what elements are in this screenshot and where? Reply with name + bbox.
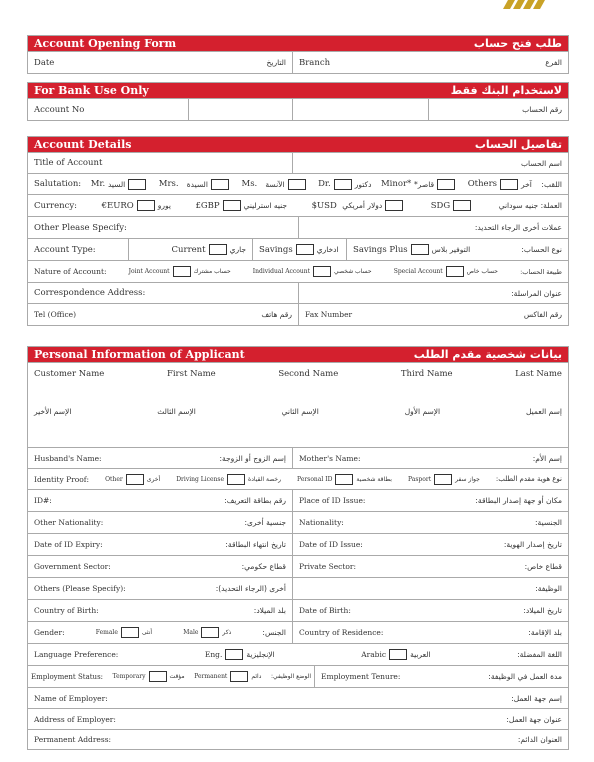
customer-name-label-ar: إسم العميل <box>525 407 562 416</box>
title-of-account-label-ar: اسم الحساب <box>521 158 562 168</box>
id-issue-date-field[interactable] <box>292 534 568 555</box>
account-no-label-ar: رقم الحساب <box>522 105 562 114</box>
others-label: Others <box>467 179 498 189</box>
date-label: Date <box>34 57 55 68</box>
nature-label: Nature of Account: <box>34 267 107 276</box>
tel-label-ar: رقم هاتف <box>261 310 292 319</box>
mrs-label: Mrs. <box>158 179 179 189</box>
gbp-label-ar: جنيه استرليني <box>243 201 288 210</box>
employment-tenure-field[interactable] <box>314 666 568 687</box>
driving-license-label-ar: رخصة القيادة <box>248 475 281 483</box>
job-label-ar: الوظيفة: <box>535 584 562 593</box>
others-specify-label-ar: أخرى (الرجاء التحديد): <box>215 584 286 593</box>
other-nationality-label: Other Nationality: <box>34 518 104 527</box>
section-title: Account Opening Form <box>34 37 177 50</box>
mr-label: Mr. <box>90 179 106 189</box>
salutation-row <box>28 174 568 194</box>
bank-use-section <box>27 82 569 121</box>
mr-checkbox[interactable] <box>128 179 146 190</box>
language-label: Language Preference: <box>34 650 119 659</box>
individual-checkbox[interactable] <box>313 266 331 277</box>
name-headings-ar <box>28 407 568 416</box>
tel-label: Tel (Office) <box>34 310 77 319</box>
nationality-label: Nationality: <box>299 518 344 527</box>
other-currency-field[interactable] <box>28 217 298 238</box>
husband-name-field[interactable] <box>28 448 292 468</box>
title-of-account-ar-cell <box>292 153 568 173</box>
identity-label-ar: نوع هوية مقدم الطلب: <box>495 475 562 483</box>
individual-label: Individual Account <box>252 268 311 275</box>
employer-address-label: Address of Employer: <box>34 714 116 724</box>
minor-label-ar: قاصر* <box>414 179 435 189</box>
id-other-label-ar: أخرى <box>146 475 161 483</box>
nature-row <box>28 261 568 282</box>
euro-label-ar: يورو <box>157 201 171 210</box>
permanent-address-field[interactable] <box>28 730 568 749</box>
mr-label-ar: السيد <box>107 179 126 189</box>
date-field[interactable] <box>28 52 292 73</box>
current-label: Current <box>171 244 206 255</box>
savings-plus-checkbox[interactable] <box>411 244 429 255</box>
currency-label: Currency: <box>34 200 78 211</box>
salutation-label: Salutation: <box>34 179 82 189</box>
account-type-label: Account Type: <box>34 244 96 255</box>
employment-status-label-ar: الوضع الوظيفي: <box>270 673 311 680</box>
residence-label-ar: بلد الإقامة: <box>528 628 562 637</box>
other-currency-ar-cell <box>298 217 568 238</box>
driving-license-checkbox[interactable] <box>227 474 245 485</box>
husband-label-ar: إسم الزوج أو الزوجة: <box>219 453 286 463</box>
current-label-ar: جاري <box>229 245 246 254</box>
permanent-address-label-ar: العنوان الدائم: <box>517 735 562 744</box>
residence-label: Country of Residence: <box>299 628 384 637</box>
account-no-label: Account No <box>34 104 85 115</box>
correspondence-label-ar: عنوان المراسلة: <box>511 288 562 298</box>
personal-id-label: Personal ID <box>297 475 333 483</box>
title-of-account-label: Title of Account <box>34 158 103 168</box>
special-label: Special Account <box>393 268 443 275</box>
name-headings-en <box>28 369 568 379</box>
private-sector-field[interactable] <box>292 556 568 577</box>
employer-address-label-ar: عنوان جهة العمل: <box>506 714 562 724</box>
current-checkbox[interactable] <box>209 244 227 255</box>
nationality-field[interactable] <box>292 512 568 533</box>
first-name-label: First Name <box>166 369 216 379</box>
driving-license-label: Driving License <box>176 475 225 483</box>
job-field[interactable] <box>292 578 568 599</box>
special-checkbox[interactable] <box>446 266 464 277</box>
account-details-header <box>28 137 568 152</box>
place-of-issue-label: Place of ID Issue: <box>299 496 366 505</box>
correspondence-field[interactable] <box>28 283 298 303</box>
personal-id-checkbox[interactable] <box>335 474 353 485</box>
date-label-ar: التاريخ <box>266 58 286 67</box>
mrs-checkbox[interactable] <box>211 179 229 190</box>
joint-label: Joint Account <box>128 268 170 275</box>
section-title: Account Details <box>34 138 132 151</box>
government-sector-field[interactable] <box>28 556 292 577</box>
arabic-label: Arabic <box>361 650 387 659</box>
mother-label-ar: إسم الأم: <box>532 453 562 463</box>
government-sector-label: Government Sector: <box>34 562 111 571</box>
correspondence-label: Correspondence Address: <box>34 288 146 298</box>
special-label-ar: حساب خاص <box>466 268 498 275</box>
temporary-label-ar: مؤقت <box>169 673 185 680</box>
account-opening-section <box>27 35 569 74</box>
usd-checkbox[interactable] <box>385 200 403 211</box>
temporary-label: Temporary <box>112 673 146 680</box>
usd-label-ar: دولار أمريكي <box>342 201 383 210</box>
government-sector-label-ar: قطاع حكومي: <box>241 562 286 571</box>
place-of-issue-label-ar: مكان أو جهة إصدار البطاقة: <box>475 496 562 505</box>
gender-field <box>28 622 292 643</box>
currency-label-ar: العملة: <box>540 201 562 210</box>
id-other-checkbox[interactable] <box>126 474 144 485</box>
current-option <box>128 239 252 260</box>
gbp-label: £GBP <box>195 200 220 211</box>
mother-label: Mother's Name: <box>299 453 361 463</box>
fax-label: Fax Number <box>305 310 353 319</box>
euro-label: €EURO <box>101 200 134 211</box>
joint-label-ar: حساب مشترك <box>193 268 231 275</box>
id-number-label: ID#: <box>34 496 52 505</box>
branch-label: Branch <box>299 57 331 68</box>
salutation-label-ar: اللقب: <box>541 179 562 189</box>
husband-label: Husband's Name: <box>34 453 102 463</box>
personal-info-section <box>27 346 569 750</box>
other-currency-label-ar: عملات أخرى الرجاء التحديد: <box>474 223 562 232</box>
id-number-field[interactable] <box>28 490 292 511</box>
third-name-label-ar: الإسم الثالث <box>157 407 196 416</box>
joint-checkbox[interactable] <box>173 266 191 277</box>
account-no-field[interactable] <box>28 99 188 120</box>
passport-label: Pasport <box>408 475 432 483</box>
other-currency-label: Other Please Specify: <box>34 222 127 233</box>
female-label: Female <box>95 629 118 636</box>
savings-plus-option <box>346 239 568 260</box>
ms-label: Ms. <box>241 179 258 189</box>
others-specify-label: Others (Please Specify): <box>34 584 126 593</box>
branch-label-ar: الفرع <box>545 58 562 67</box>
language-label-ar: اللغة المفضلة: <box>517 650 563 659</box>
usd-label: $USD <box>311 200 337 211</box>
other-nationality-field[interactable] <box>28 512 292 533</box>
first-name-label-ar: الإسم الأول <box>404 407 441 416</box>
ms-label-ar: الآنسة <box>265 179 285 189</box>
employer-address-field[interactable] <box>28 709 568 729</box>
bank-use-header <box>28 83 568 98</box>
male-label-ar: ذكر <box>222 629 232 636</box>
id-expiry-label-ar: تاريخ انتهاء البطاقة: <box>225 540 286 549</box>
account-opening-header <box>28 36 568 51</box>
nature-label-ar: طبيعة الحساب: <box>520 267 562 276</box>
mrs-label-ar: السيدة <box>186 179 208 189</box>
employment-tenure-label: Employment Tenure: <box>321 672 401 681</box>
identity-proof-row <box>28 469 568 489</box>
employment-status-label: Employment Status: <box>31 672 104 681</box>
currency-row <box>28 195 568 216</box>
account-details-section <box>27 136 569 326</box>
id-issue-label-ar: تاريخ إصدار الهوية: <box>503 540 562 549</box>
country-of-birth-label: Country of Birth: <box>34 606 99 615</box>
female-checkbox[interactable] <box>121 627 139 638</box>
passport-label-ar: جواز سفر <box>455 475 480 483</box>
others-label-ar: آخر <box>521 179 532 189</box>
last-name-label: Last Name <box>515 369 562 379</box>
fax-field[interactable] <box>298 304 568 325</box>
savings-plus-label-ar: التوفير بلاس <box>431 245 471 254</box>
savings-plus-label: Savings Plus <box>353 244 408 255</box>
nationality-label-ar: الجنسية: <box>535 518 562 527</box>
customer-name-label: Customer Name <box>34 369 105 379</box>
permanent-address-label: Permanent Address: <box>34 735 112 744</box>
employer-name-label-ar: إسم جهة العمل: <box>511 693 562 703</box>
customer-name-field[interactable] <box>28 362 568 447</box>
english-label: Eng. <box>204 650 223 659</box>
gbp-checkbox[interactable] <box>223 200 241 211</box>
personal-info-header <box>28 347 568 362</box>
temporary-checkbox[interactable] <box>149 671 167 682</box>
residence-field[interactable] <box>292 622 568 643</box>
country-of-birth-field[interactable] <box>28 600 292 621</box>
third-name-label: Third Name <box>400 369 453 379</box>
minor-label: Minor* <box>380 179 412 189</box>
arabic-checkbox[interactable] <box>389 649 407 660</box>
id-number-label-ar: رقم بطاقة التعريف: <box>224 496 286 505</box>
euro-checkbox[interactable] <box>137 200 155 211</box>
male-label: Male <box>183 629 199 636</box>
date-of-birth-label: Date of Birth: <box>299 606 351 615</box>
personal-id-label-ar: بطاقة شخصية <box>356 475 392 483</box>
section-title-ar: لاستخدام البنك فقط <box>450 84 562 97</box>
employment-tenure-label-ar: مدة العمل في الوظيفة: <box>488 672 562 681</box>
dr-label: Dr. <box>318 179 331 189</box>
section-title-ar: طلب فتح حساب <box>473 37 562 50</box>
other-nationality-label-ar: جنسية أخرى: <box>244 518 286 527</box>
dr-label-ar: دكتور <box>354 179 372 189</box>
permanent-checkbox[interactable] <box>230 671 248 682</box>
ms-checkbox[interactable] <box>288 179 306 190</box>
correspondence-ar-cell <box>298 283 568 303</box>
mother-name-field[interactable] <box>292 448 568 468</box>
employment-status-field <box>28 666 314 687</box>
title-of-account-field[interactable] <box>28 153 292 173</box>
private-sector-label-ar: قطاع خاص: <box>524 562 562 571</box>
savings-label-ar: ادخاري <box>316 245 339 254</box>
account-no-box-1[interactable] <box>188 99 292 120</box>
identity-label: Identity Proof: <box>34 474 90 484</box>
id-issue-label: Date of ID Issue: <box>299 540 363 549</box>
gender-label: Gender: <box>34 628 65 637</box>
section-title: Personal Information of Applicant <box>34 348 245 361</box>
sdg-label-ar: جنيه سوداني <box>498 201 539 210</box>
country-of-birth-label-ar: بلد الميلاد: <box>253 606 286 615</box>
employer-name-field[interactable] <box>28 688 568 708</box>
fax-label-ar: رقم الفاكس <box>523 310 562 319</box>
permanent-label: Permanent <box>194 673 228 680</box>
second-name-label-ar: الإسم الثاني <box>281 407 319 416</box>
date-of-birth-field[interactable] <box>292 600 568 621</box>
id-other-label: Other <box>105 475 123 483</box>
language-preference-row <box>28 644 568 665</box>
private-sector-label: Private Sector: <box>299 562 356 571</box>
account-no-box-2[interactable] <box>292 99 428 120</box>
section-title-ar: تفاصيل الحساب <box>474 138 562 151</box>
minor-checkbox[interactable] <box>437 179 455 190</box>
savings-option <box>252 239 346 260</box>
account-no-box-3[interactable] <box>428 99 568 120</box>
arabic-label-ar: العربية <box>410 650 431 659</box>
second-name-label: Second Name <box>278 369 339 379</box>
sdg-label: SDG <box>430 200 451 211</box>
english-checkbox[interactable] <box>225 649 243 660</box>
last-name-label-ar: الإسم الأخير <box>34 407 72 416</box>
english-label-ar: الإنجليزية <box>246 650 275 659</box>
date-of-birth-label-ar: تاريخ الميلاد: <box>523 606 562 615</box>
individual-label-ar: حساب شخصي <box>334 268 372 275</box>
id-expiry-label: Date of ID Expiry: <box>34 540 103 549</box>
permanent-label-ar: دائم <box>251 673 262 680</box>
passport-checkbox[interactable] <box>434 474 452 485</box>
others-specify-field[interactable] <box>28 578 292 599</box>
employer-name-label: Name of Employer: <box>34 693 108 703</box>
savings-checkbox[interactable] <box>296 244 314 255</box>
bank-logo-stripes <box>502 0 550 9</box>
others-checkbox[interactable] <box>500 179 518 190</box>
place-of-issue-field[interactable] <box>292 490 568 511</box>
male-checkbox[interactable] <box>201 627 219 638</box>
section-title-ar: بيانات شخصية مقدم الطلب <box>413 348 562 361</box>
sdg-checkbox[interactable] <box>453 200 471 211</box>
account-type-label-cell <box>28 239 128 260</box>
dr-checkbox[interactable] <box>334 179 352 190</box>
savings-label: Savings <box>259 244 293 255</box>
id-expiry-field[interactable] <box>28 534 292 555</box>
female-label-ar: أنثى <box>141 629 153 636</box>
section-title: For Bank Use Only <box>34 84 149 97</box>
gender-label-ar: الجنس: <box>262 628 286 637</box>
branch-field[interactable] <box>292 52 568 73</box>
account-type-label-ar: نوع الحساب: <box>521 245 562 254</box>
tel-office-field[interactable] <box>28 304 298 325</box>
